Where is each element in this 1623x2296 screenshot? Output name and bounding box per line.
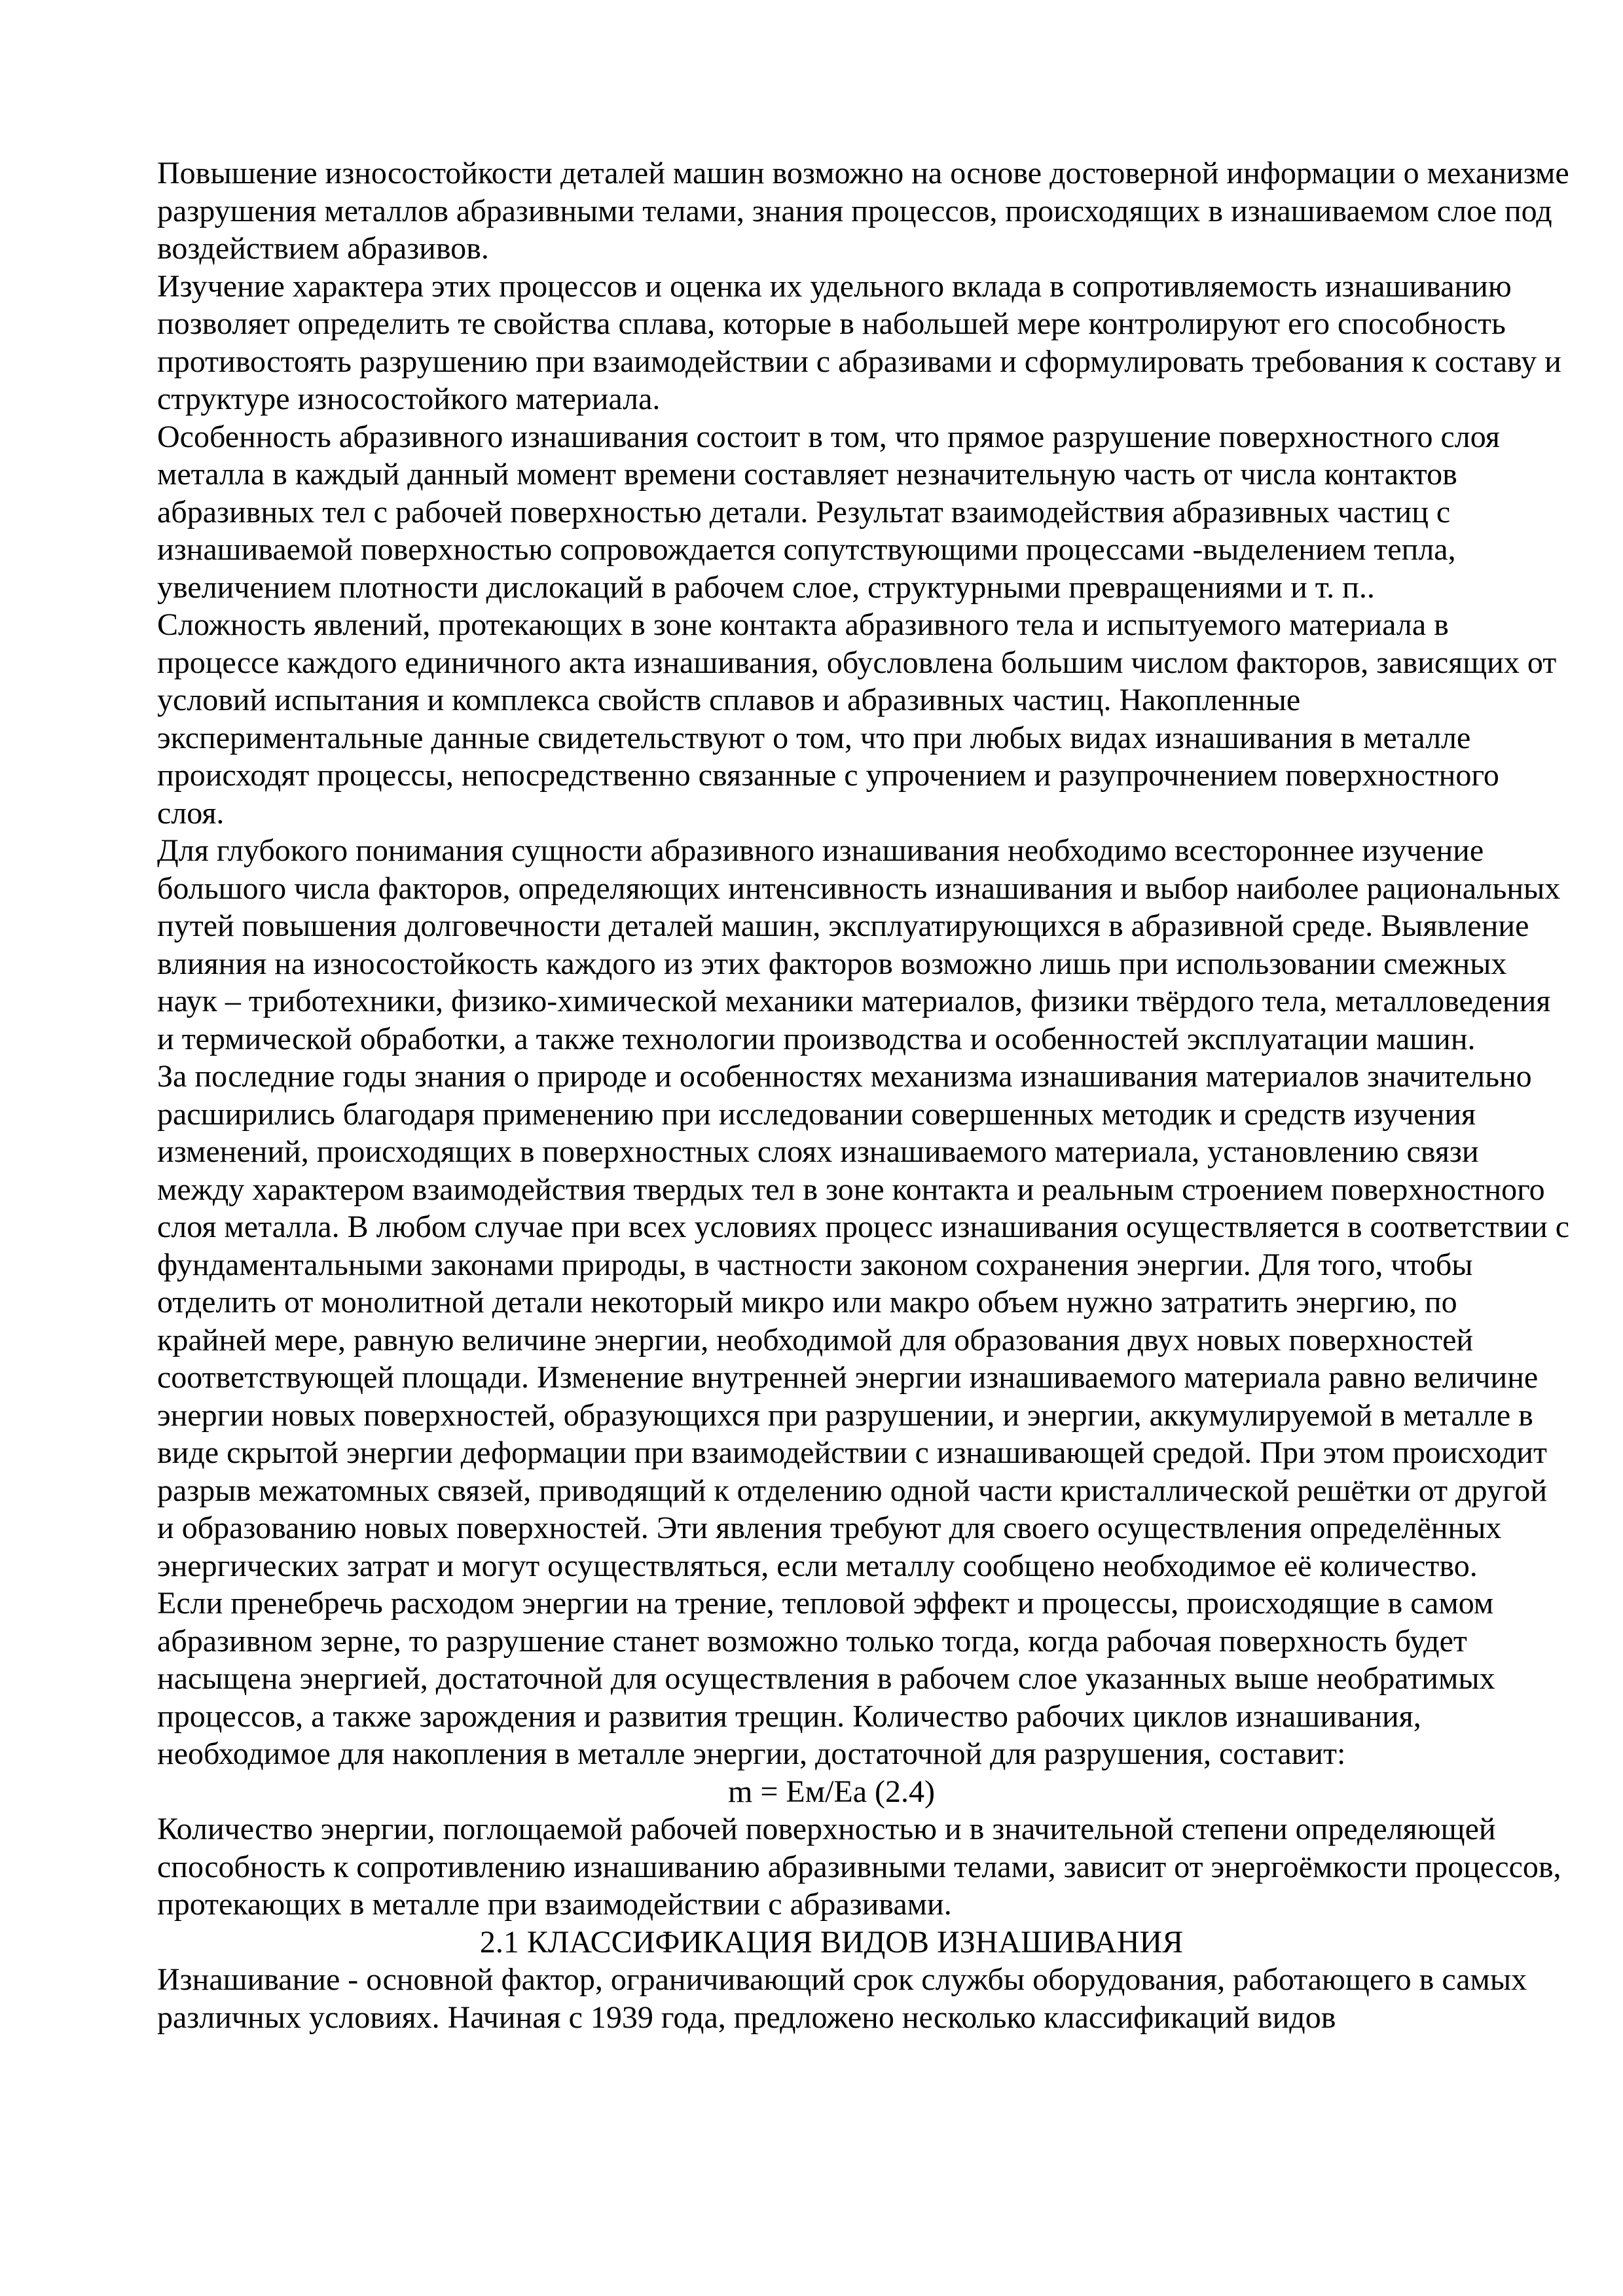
paragraph: Сложность явлений, протекающих в зоне контакта абразивного тела и испытуемого материала в процессе каждого единичного акта изнашивания, обусловлена большим числом факторов, зависящих от условий испытания и комплекса свойств сплавов и абразивных частиц. Накопленные экспериментальные данные свидетельствуют о том, что при любых видах изнашивания в металле происходят процессы, непосредственно связанные с упрочением и разупрочнением поверхностного слоя.	[157, 607, 1557, 831]
formula: m = Eм/Ea (2.4)	[727, 1774, 936, 1809]
paragraph: Количество энергии, поглощаемой рабочей поверхностью и в значительной степени определяющей способность к сопротивлению изнашиванию абразивными телами, зависит от энергоёмкости процессов, протекающих в металле при взаимодействии с абразивами.	[157, 1812, 1561, 1922]
document-page	[157, 154, 1571, 2036]
paragraph: Если пренебречь расходом энергии на трение, тепловой эффект и процессы, происходящие в самом абразивном зерне, то разрушение станет возможно только тогда, когда рабочая поверхность будет насыщена энергией, достаточной для осуществления в рабочем слое указанных выше необратимых процессов, а также зарождения и развития трещин. Количество рабочих циклов изнашивания, необходимое для накопления в металле энергии, достаточной для разрушения, составит:	[157, 1586, 1495, 1771]
paragraph: Особенность абразивного изнашивания состоит в том, что прямое разрушение поверхностного слоя металла в каждый данный момент времени составляет незначительную часть от числа контактов абразивных тел с рабочей поверхностью детали. Результат взаимодействия абразивных частиц с изнашиваемой поверхностью сопровождается сопутствующими процессами -выделением тепла, увеличением плотности дислокаций в рабочем слое, структурными превращениями и т. п..	[157, 419, 1500, 605]
section-heading: 2.1 КЛАССИФИКАЦИЯ ВИДОВ ИЗНАШИВАНИЯ	[479, 1924, 1184, 1960]
paragraph: За последние годы знания о природе и особенностях механизма изнашивания материалов значительно расширились благодаря применению при исследовании совершенных методик и средств изучения изменений, происходящих в поверхностных слоях изнашиваемого материала, установлению связи между характером взаимодействия твердых тел в зоне контакта и реальным строением поверхностного слоя металла. В любом случае при всех условиях процесс изнашивания осуществляется в соответствии с фундаментальными законами природы, в частности законом сохранения энергии. Для того, чтобы отделить от монолитной детали некоторый микро или макро объем нужно затратить энергию, по крайней мере, равную величине энергии, необходимой для образования двух новых поверхностей соответствующей площади. Изменение внутренней энергии изнашиваемого материала равно величине энергии новых поверхностей, образующихся при разрушении, и энергии, аккумулируемой в металле в виде скрытой энергии деформации при взаимодействии с изнашивающей средой. При этом происходит разрыв межатомных связей, приводящий к отделению одной части кристаллической решётки от другой и образованию новых поверхностей. Эти явления требуют для своего осуществления определённых энергических затрат и могут осуществляться, если металлу сообщено необходимое её количество.	[157, 1059, 1569, 1583]
paragraph: Изнашивание - основной фактор, ограничивающий срок службы оборудования, работающего в самых различных условиях. Начиная с 1939 года, предложено несколько классификаций видов	[157, 1962, 1527, 2035]
paragraph: Изучение характера этих процессов и оценка их удельного вклада в сопротивляемость изнашиванию позволяет определить те свойства сплава, которые в набольшей мере контролируют его способность противостоять разрушению при взаимодействии с абразивами и сформулировать требования к составу и структуре износостойкого материала.	[157, 268, 1561, 416]
paragraph: Для глубокого понимания сущности абразивного изнашивания необходимо всестороннее изучение большого числа факторов, определяющих интенсивность изнашивания и выбор наиболее рациональных путей повышения долговечности деталей машин, эксплуатирующихся в абразивной среде. Выявление влияния на износостойкость каждого из этих факторов возможно лишь при использовании смежных наук – триботехники, физико-химической механики материалов, физики твёрдого тела, металловедения и термической обработки, а также технологии производства и особенностей эксплуатации машин.	[157, 833, 1561, 1056]
paragraph: Повышение износостойкости деталей машин возможно на основе достоверной информации о механизме разрушения металлов абразивными телами, знания процессов, происходящих в изнашиваемом слое под воздействием абразивов.	[157, 156, 1569, 266]
